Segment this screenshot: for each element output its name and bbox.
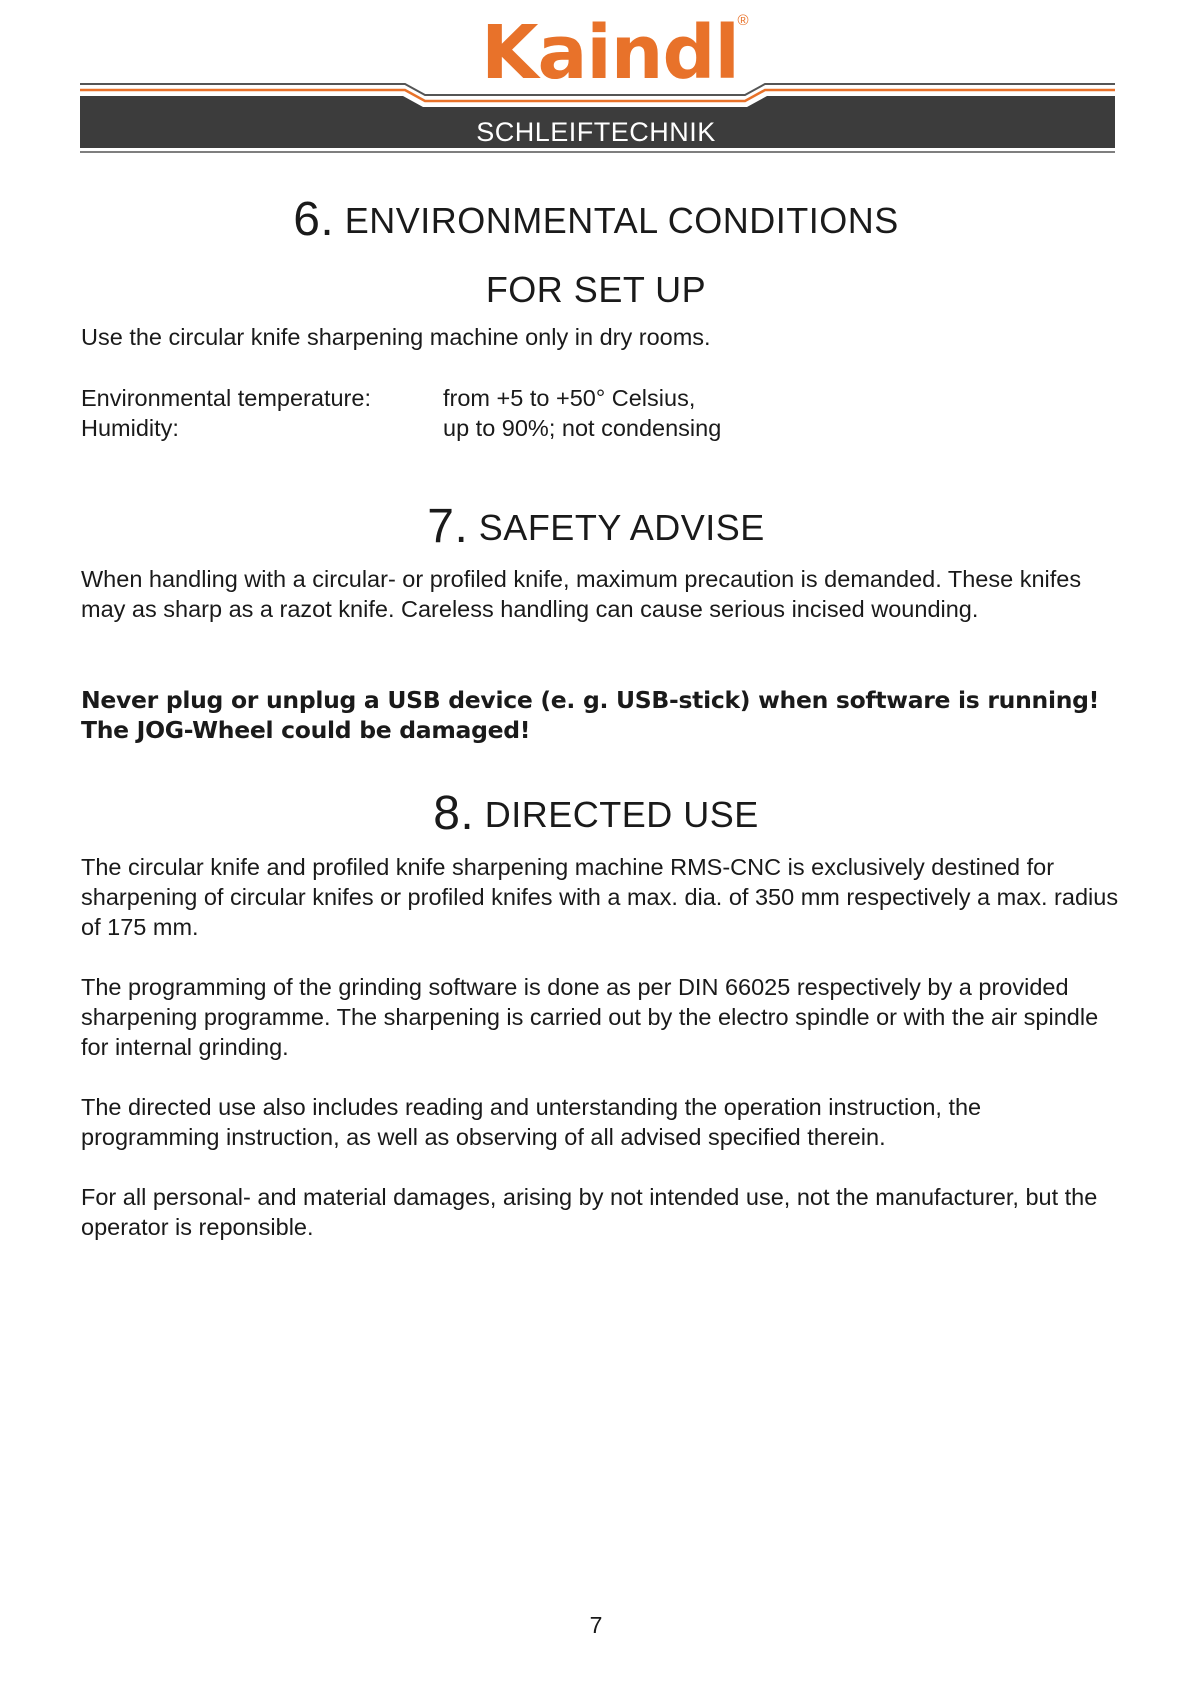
section-8-paragraph-3: The directed use also includes reading and unterstanding the operation instruction, the programming instruction, as well as observing of all advised specified therein. — [81, 1094, 982, 1150]
section-7-heading — [0, 500, 1192, 553]
section-6-heading — [0, 193, 1192, 246]
section-8-title: DIRECTED USE — [484, 794, 759, 835]
usb-warning-line2: The JOG-Wheel could be damaged! — [81, 716, 531, 744]
section-8-paragraph-2: The programming of the grinding software is done as per DIN 66025 respectively by a provided sharpening programme. The sharpening is carried out by the electro spindle or with the air spindle for internal grinding. — [81, 974, 1099, 1060]
section-8-number: 8. — [433, 787, 475, 840]
condition-value: up to 90%; not condensing — [443, 415, 722, 441]
brand-subtitle: SCHLEIFTECHNIK — [476, 117, 716, 147]
condition-value: from +5 to +50° Celsius, — [443, 385, 696, 411]
page-header — [0, 0, 1192, 160]
section-6-heading-line2 — [0, 268, 1192, 312]
section-7-paragraph: When handling with a circular- or profiled knife, maximum precaution is demanded. These knifes may as sharp as a razot knife. Careless handling can cause serious incised wounding. — [81, 566, 1082, 622]
section-6-intro: Use the circular knife sharpening machine only in dry rooms. — [81, 324, 711, 350]
section-8-paragraph-4: For all personal- and material damages, arising by not intended use, not the manufacturer, but the operator is reponsible. — [81, 1184, 1098, 1240]
section-8-paragraph-1: The circular knife and profiled knife sharpening machine RMS-CNC is exclusively destined for sharpening of circular knifes or profiled knifes with a max. dia. of 350 mm respectively a max. radius of 175 mm. — [81, 854, 1119, 940]
brand-logo: Kaindl — [481, 10, 739, 96]
registered-mark: ® — [737, 12, 749, 29]
condition-label: Humidity: — [81, 415, 179, 441]
page-number: 7 — [589, 1612, 603, 1638]
section-6-number: 6. — [293, 193, 335, 246]
condition-label: Environmental temperature: — [81, 385, 371, 411]
section-6-title-line2: FOR SET UP — [485, 269, 707, 310]
section-8-heading — [0, 787, 1192, 840]
usb-warning-line1: Never plug or unplug a USB device (e. g. USB-stick) when software is running! — [81, 686, 1100, 714]
section-7-title: SAFETY ADVISE — [478, 507, 765, 548]
section-7-number: 7. — [427, 500, 469, 553]
section-6-title-line1: ENVIRONMENTAL CONDITIONS — [344, 200, 899, 241]
